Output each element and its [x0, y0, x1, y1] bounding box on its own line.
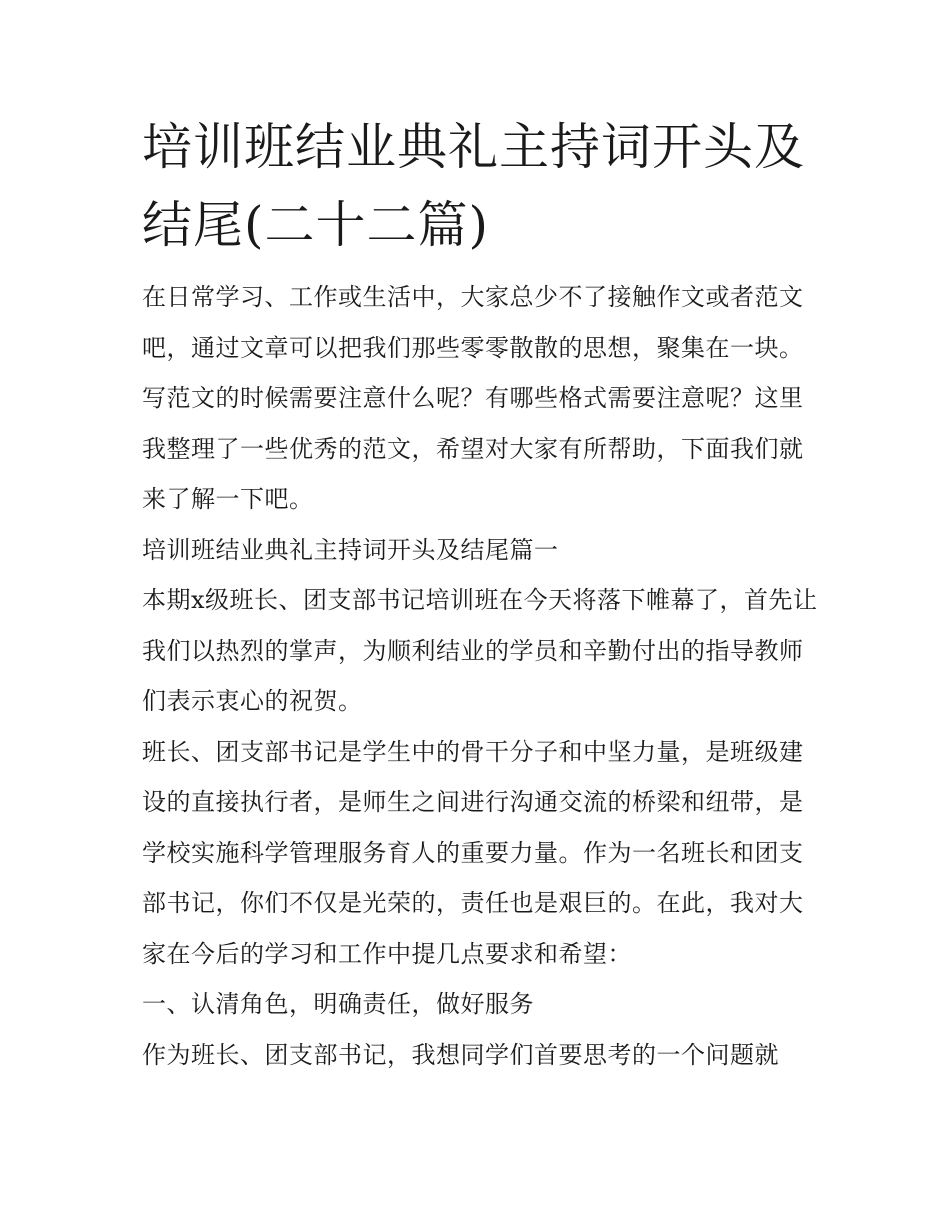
document-title: 培训班结业典礼主持词开头及结尾(二十二篇)	[142, 118, 805, 254]
subheading-1: 一、认清角色，明确责任，做好服务	[142, 990, 534, 1018]
body-paragraph: 本期x级班长、团支部书记培训班在今天将落下帷幕了，首先让我们以热烈的掌声，为顺利结业的学员和辛勤付出的指导教师们表示衷心的祝贺。	[142, 586, 818, 715]
document-page	[142, 108, 822, 1080]
body-paragraph: 班长、团支部书记是学生中的骨干分子和中坚力量，是班级建设的直接执行者，是师生之间进行沟通交流的桥梁和纽带，是学校实施科学管理服务育人的重要力量。作为一名班长和团支部书记，你们不仅是光荣的，责任也是艰巨的。在此，我对大家在今后的学习和工作中提几点要求和希望：	[142, 737, 804, 968]
intro-paragraph: 在日常学习、工作或生活中，大家总少不了接触作文或者范文吧，通过文章可以把我们那些零零散散的思想，聚集在一块。写范文的时候需要注意什么呢？有哪些格式需要注意呢？这里我整理了一些优秀的范文，希望对大家有所帮助，下面我们就来了解一下吧。	[142, 283, 804, 513]
section-heading-1: 培训班结业典礼主持词开头及结尾篇一	[142, 535, 559, 564]
body-paragraph: 作为班长、团支部书记，我想同学们首要思考的一个问题就	[142, 1040, 779, 1069]
